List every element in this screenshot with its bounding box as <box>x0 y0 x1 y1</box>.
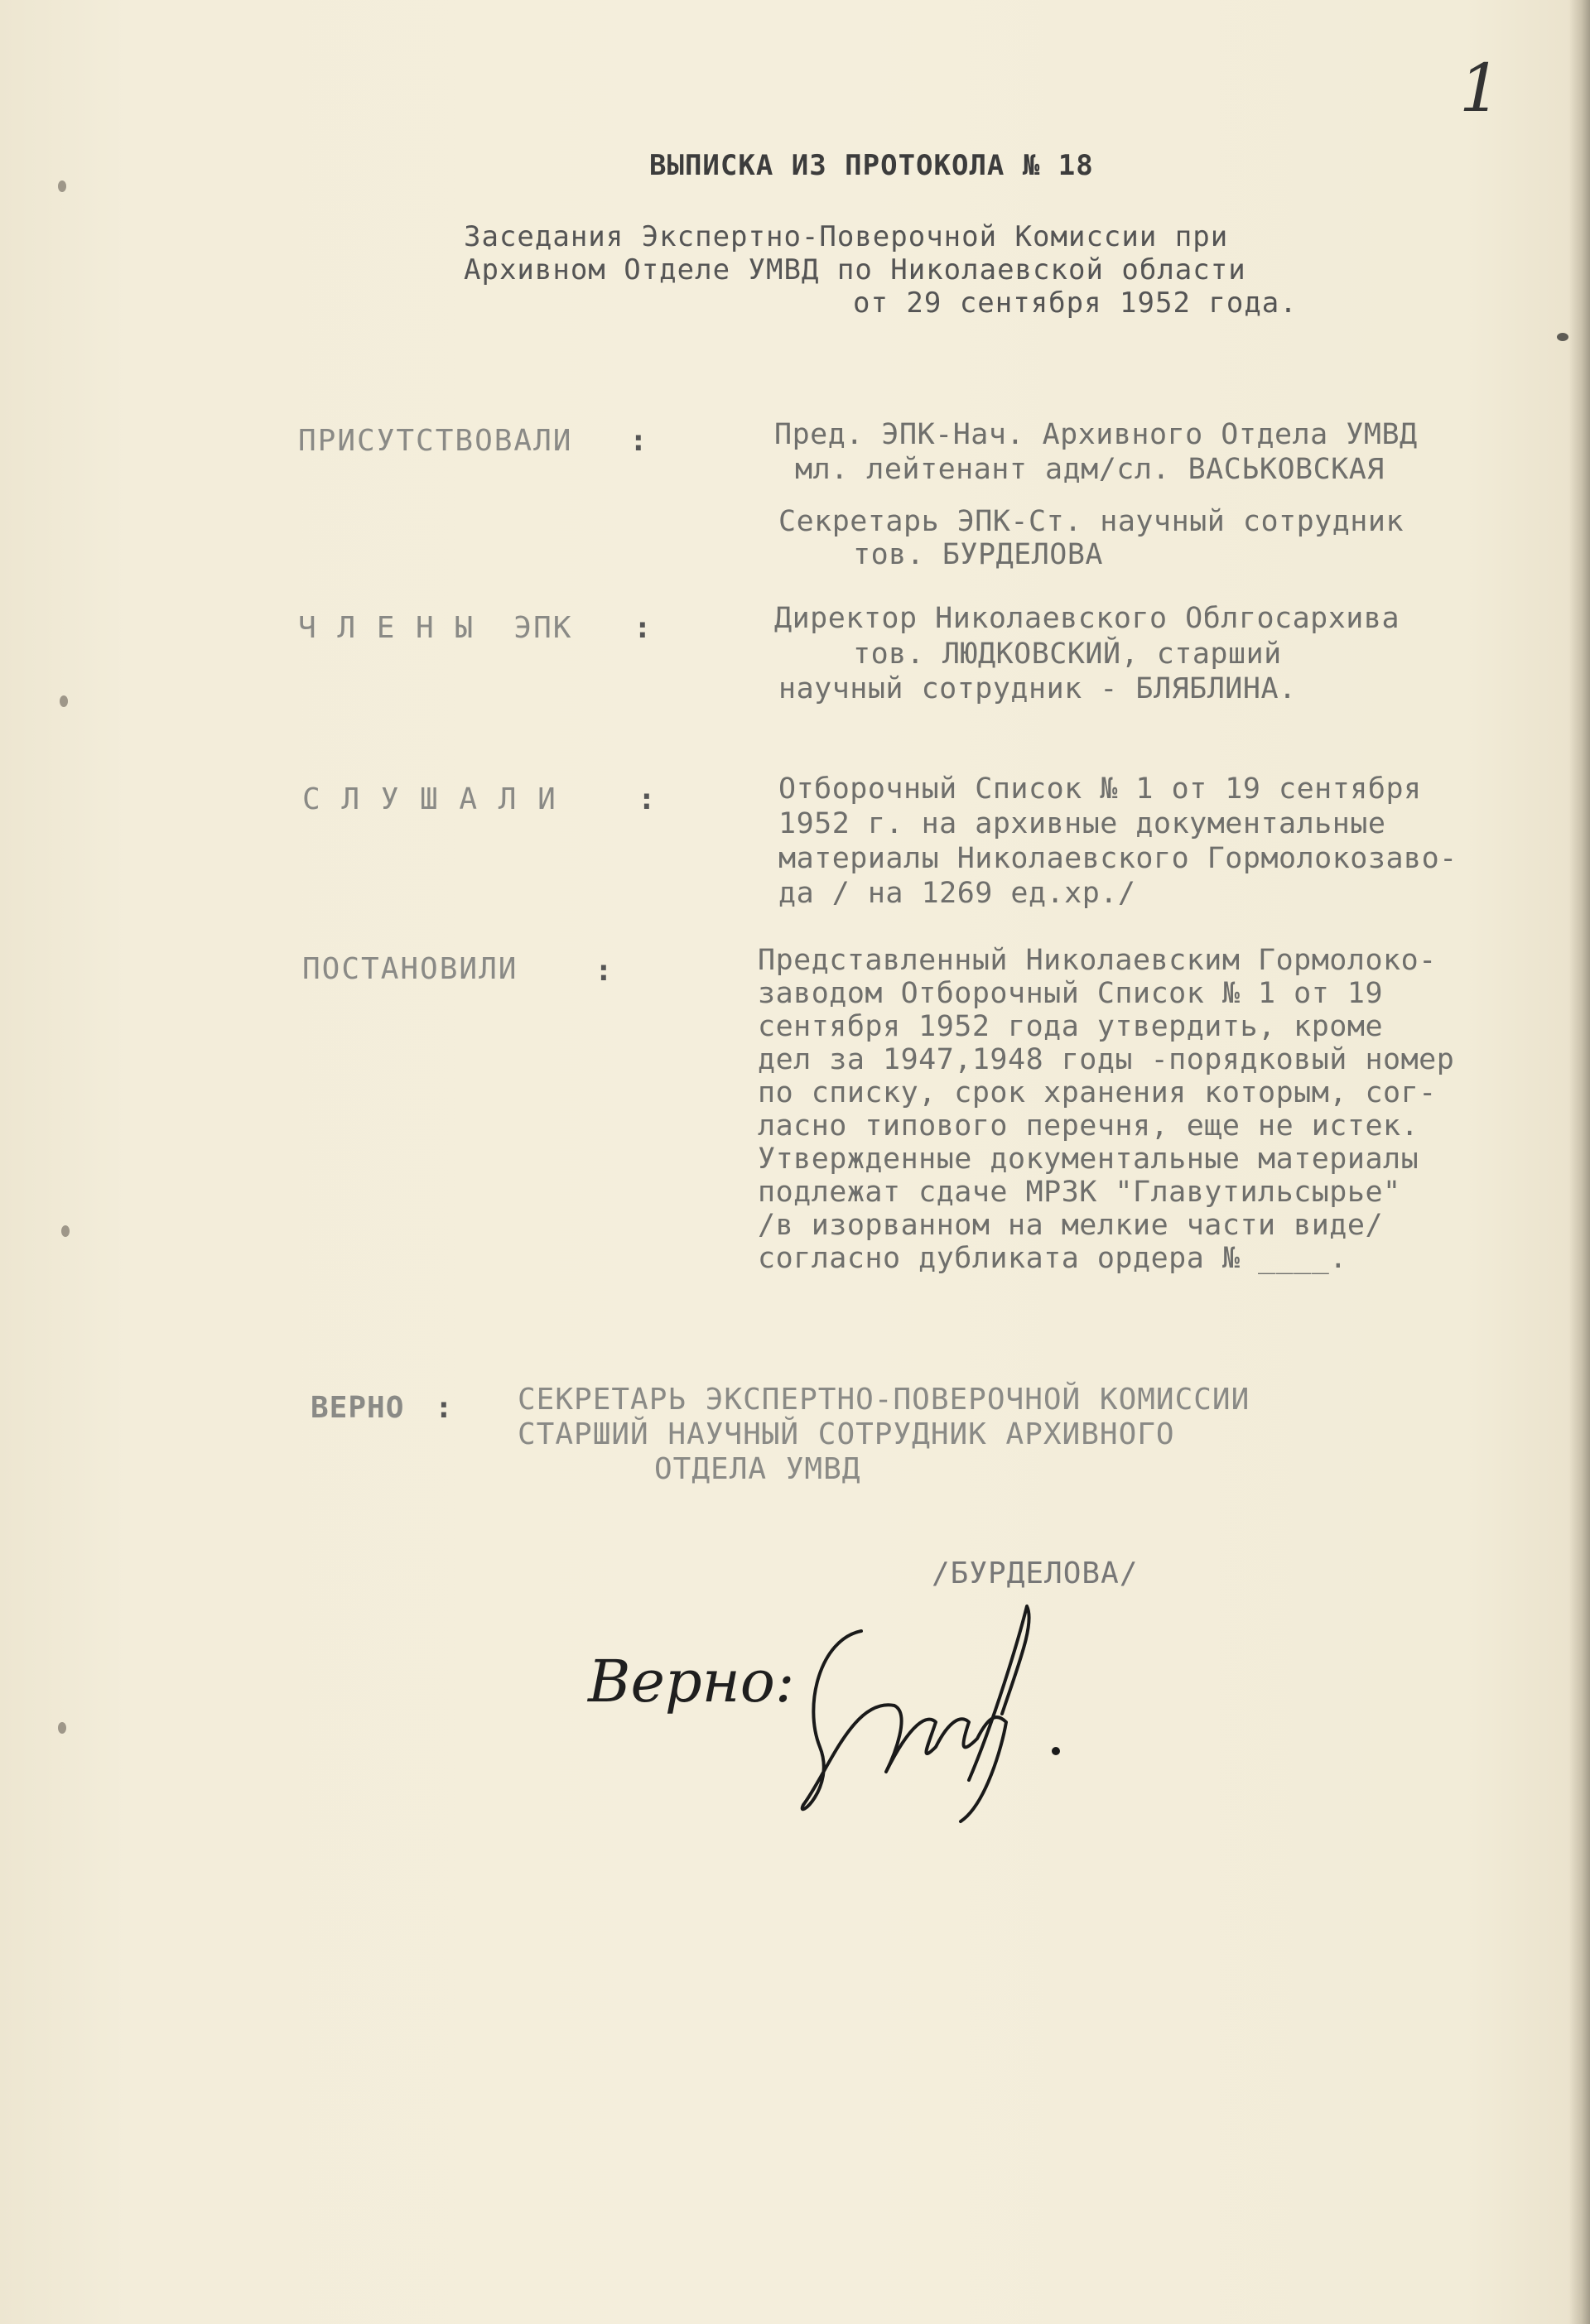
binder-hole <box>58 1722 66 1734</box>
subtitle-line-3: от 29 сентября 1952 года. <box>853 286 1298 320</box>
binder-hole <box>58 180 66 192</box>
certify-label: ВЕРНО <box>311 1391 405 1425</box>
page-number: 1 <box>1459 50 1501 127</box>
resolved-line-5: по списку, срок хранения которым, сог- <box>758 1076 1437 1109</box>
resolved-colon: : <box>595 954 614 988</box>
resolved-line-7: Утвержденные документальные материалы <box>758 1143 1419 1176</box>
members-label: Ч Л Е Н Ы ЭПК <box>298 611 573 645</box>
certify-colon: : <box>435 1391 454 1425</box>
present-line-2: мл. лейтенант адм/сл. ВАСЬКОВСКАЯ <box>795 453 1385 486</box>
resolved-line-9: /в изорванном на мелкие части виде/ <box>758 1209 1384 1242</box>
certify-line-1: СЕКРЕТАРЬ ЭКСПЕРТНО-ПОВЕРОЧНОЙ КОМИССИИ <box>518 1383 1250 1417</box>
resolved-line-4: дел за 1947,1948 годы -порядковый номер <box>758 1043 1455 1076</box>
resolved-line-2: заводом Отборочный Список № 1 от 19 <box>758 977 1384 1010</box>
resolved-label: ПОСТАНОВИЛИ <box>302 952 518 986</box>
heard-line-3: материалы Николаевского Гормолокозаво- <box>778 842 1458 875</box>
present-line-4: тов. БУРДЕЛОВА <box>853 538 1104 571</box>
signature <box>770 1590 1101 1838</box>
members-line-3: научный сотрудник - БЛЯБЛИНА. <box>778 672 1297 705</box>
present-line-1: Пред. ЭПК-Нач. Архивного Отдела УМВД <box>774 418 1418 451</box>
resolved-line-10: согласно дубликата ордера № ____. <box>758 1242 1347 1275</box>
binder-dot <box>1557 333 1568 341</box>
document-title: ВЫПИСКА ИЗ ПРОТОКОЛА № 18 <box>649 149 1094 182</box>
certify-line-2: СТАРШИЙ НАУЧНЫЙ СОТРУДНИК АРХИВНОГО <box>518 1417 1175 1451</box>
handwritten-note: Верно: <box>588 1648 795 1715</box>
heard-line-1: Отборочный Список № 1 от 19 сентября <box>778 772 1422 806</box>
heard-line-4: да / на 1269 ед.хр./ <box>778 877 1136 910</box>
binder-hole <box>60 695 68 707</box>
resolved-line-8: подлежат сдаче МРЗК "Главутильсырье" <box>758 1176 1401 1209</box>
members-line-1: Директор Николаевского Облгосархива <box>774 602 1400 635</box>
resolved-line-3: сентября 1952 года утвердить, кроме <box>758 1010 1384 1043</box>
heard-label: С Л У Ш А Л И <box>302 782 557 816</box>
subtitle-line-2: Архивном Отделе УМВД по Николаевской области <box>464 253 1246 286</box>
heard-colon: : <box>638 782 657 816</box>
certify-name: /БУРДЕЛОВА/ <box>932 1557 1139 1590</box>
page-edge-shadow <box>1568 0 1590 2324</box>
resolved-line-6: ласно типового перечня, еще не истек. <box>758 1109 1419 1143</box>
members-line-2: тов. ЛЮДКОВСКИЙ, старший <box>853 638 1282 671</box>
subtitle-line-1: Заседания Экспертно-Поверочной Комиссии при <box>464 220 1229 253</box>
members-colon: : <box>634 611 653 645</box>
certify-line-3: ОТДЕЛА УМВД <box>654 1452 861 1486</box>
heard-line-2: 1952 г. на архивные документальные <box>778 807 1386 840</box>
present-colon: : <box>629 424 648 458</box>
present-label: ПРИСУТСТВОВАЛИ <box>298 424 573 458</box>
present-line-3: Секретарь ЭПК-Ст. научный сотрудник <box>778 505 1404 538</box>
binder-hole <box>61 1225 70 1237</box>
resolved-line-1: Представленный Николаевским Гормолоко- <box>758 944 1437 977</box>
